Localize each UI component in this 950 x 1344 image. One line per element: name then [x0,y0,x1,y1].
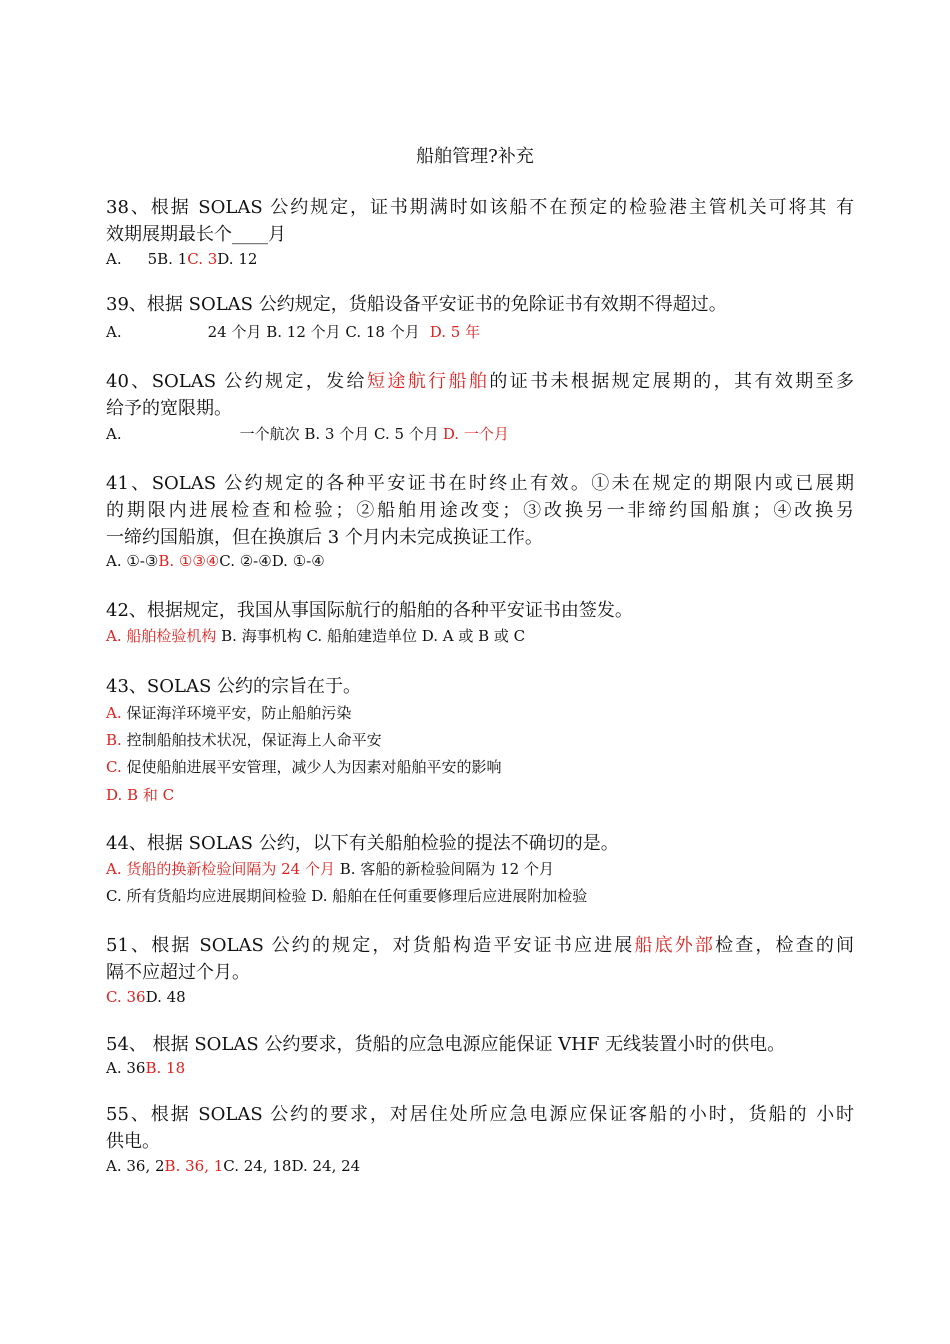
q38-options [106,247,257,271]
q38-option-a: A. [106,250,122,268]
q55-option-c: C. 24, 18D. 24, 24 [223,1157,361,1175]
q54-line-1: 54、 根据 SOLAS 公约要求，货船的应急电源应能保证 VHF 无线装置小时的供电。 [106,1034,786,1055]
q40-option-d: D. 一个月 [442,425,509,443]
q51-option-c: C. 36 [106,988,146,1006]
q40-line-1-pre: 40、SOLAS 公约规定，发给 [106,371,367,392]
q55-options [106,1154,360,1178]
q39-options-text: 24 个月 B. 12 个月 C. 18 个月 [207,323,420,341]
q42-options [106,624,525,648]
q54-options [106,1056,185,1080]
q54-option-b: B. 18 [145,1059,186,1077]
q40-line-1 [106,368,854,395]
q43-option-b [106,728,382,752]
q43-option-b-text: 控制船舶技术状况，保证海上人命平安 [121,731,382,749]
q55-line-2: 供电。 [106,1131,160,1152]
q44-line-2 [106,857,554,881]
q38-option-c: C. 3 [187,250,218,268]
q41-line-1: 41、SOLAS 公约规定的各种平安证书在时终止有效。①未在规定的期限内或已展期 [106,473,854,494]
q38-line-2: 效期展期最长个____月 [106,224,286,245]
q39-option-d: D. 5 年 [429,323,481,341]
q55-option-a: A. 36, 2 [106,1157,165,1175]
q43-option-a-label: A. [106,704,122,722]
q51-option-d: D. 48 [145,988,186,1006]
q43-option-c-label: C. [106,758,122,776]
q51-highlight: 船底外部 [634,935,716,956]
q40-option-a: A. [106,425,122,443]
q44-option-a: A. 货船的换新检验间隔为 24 个月 [106,860,335,878]
q54-option-a: A. 36 [106,1059,146,1077]
q38-option-d: D. 12 [217,250,258,268]
q51-line-1 [106,932,854,959]
q43-option-c-text: 促使船舶进展平安管理，减少人为因素对船舶平安的影响 [121,758,502,776]
q39-line-1: 39、根据 SOLAS 公约规定，货船设备平安证书的免除证书有效期不得超过。 [106,294,727,315]
q40-line-1-post: 的证书未根据规定展期的，其有效期至多 [489,371,855,392]
q42-option-a: A. 船舶检验机构 [106,627,217,645]
q43-option-a-text: 保证海洋环境平安，防止船舶污染 [121,704,352,722]
q51-line-2: 隔不应超过个月。 [106,962,250,983]
q44-line-3: C. 所有货船均应进展期间检验 D. 船舶在任何重要修理后应进展附加检验 [106,887,588,905]
q39-option-a: A. [106,323,122,341]
q43-option-d: D. B 和 C [106,786,175,804]
q40-line-2: 给予的宽限期。 [106,398,232,419]
q55-option-b: B. 36, 1 [164,1157,224,1175]
q41-line-3: 一缔约国船旗，但在换旗后 3 个月内未完成换证工作。 [106,527,543,548]
q51-options [106,985,186,1009]
q38-line-1: 38、根据 SOLAS 公约规定，证书期满时如该船不在预定的检验港主管机关可将其 有 [106,197,854,218]
q44-option-b: B. 客船的新检验间隔为 12 个月 [335,860,554,878]
q39-options [106,320,480,344]
q42-options-rest: B. 海事机构 C. 船舶建造单位 D. A 或 B 或 C [216,627,526,645]
q41-options [106,549,325,573]
q43-option-c [106,755,502,779]
q38-option-b: 5B. 1 [147,250,188,268]
q40-options [106,422,509,446]
q43-option-b-label: B. [106,731,122,749]
q41-option-a: A. ①-③ [106,552,159,570]
q40-options-text: 一个航次 B. 3 个月 C. 5 个月 [239,425,439,443]
q55-line-1: 55、根据 SOLAS 公约的要求，对居住处所应急电源应保证客船的小时，货船的 小时 [106,1104,854,1125]
q43-line-1: 43、SOLAS 公约的宗旨在于。 [106,676,361,697]
document-title: 船舶管理?补充 [416,146,534,167]
q40-highlight: 短途航行船舶 [366,371,490,392]
q44-line-1: 44、根据 SOLAS 公约，以下有关船舶检验的提法不确切的是。 [106,833,619,854]
q43-option-a [106,701,351,725]
q51-line-1-post: 检查，检查的间 [715,935,855,956]
q41-option-b: B. ①③④ [158,552,220,570]
q41-line-2: 的期限内进展检查和检验；②船舶用途改变；③改换另一非缔约国船旗；④改换另 [106,500,854,521]
q41-option-c: C. ②-④D. ①-④ [219,552,325,570]
q51-line-1-pre: 51、根据 SOLAS 公约的规定，对货船构造平安证书应进展 [106,935,635,956]
q42-line-1: 42、根据规定，我国从事国际航行的船舶的各种平安证书由签发。 [106,600,633,621]
